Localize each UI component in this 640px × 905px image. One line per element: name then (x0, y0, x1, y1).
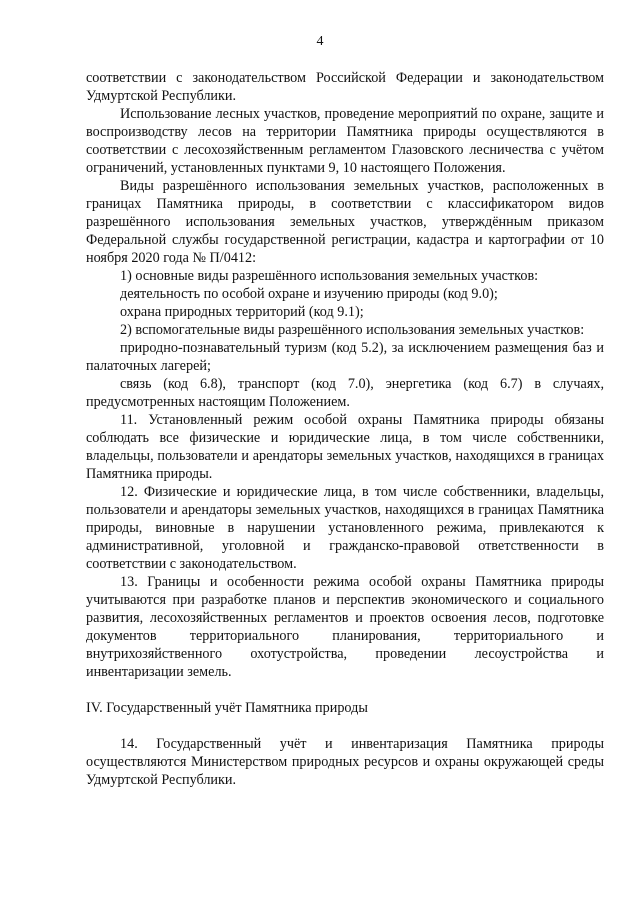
paragraph-item-11: 11. Установленный режим особой охраны Памятника природы обязаны соблюдать все физические и юридические лица, в том числе собственники, владельцы, пользователи и арендаторы земельных участков, находящихся в границах Памятника природы. (86, 412, 604, 482)
paragraph-item-13: 13. Границы и особенности режима особой охраны Памятника природы учитываются при разработке планов и перспектив экономического и социального развития, лесохозяйственных регламентов и проектов освоения лесов, подготовке документов территориального планирования, территориального и внутрихозяйственного охотустройства, проведении лесоустройства и инвентаризации земель. (86, 574, 604, 680)
paragraph-forest-use: Использование лесных участков, проведение мероприятий по охране, защите и воспроизводству лесов на территории Памятника природы осуществляются в соответствии с лесохозяйственным регламентом Глазовского лесничества с учётом ограничений, установленных пунктами 9, 10 настоящего Положения. (86, 106, 604, 176)
list-item-main-types: 1) основные виды разрешённого использования земельных участков: (120, 268, 539, 284)
paragraph-item-14: 14. Государственный учёт и инвентаризация Памятника природы осуществляются Министерством природных ресурсов и охраны окружающей среды Удмуртской Республики. (86, 736, 604, 788)
list-item-nature-protection: деятельность по особой охране и изучению природы (код 9.0); (120, 286, 498, 302)
list-item-tourism: природно-познавательный туризм (код 5.2), за исключением размещения баз и палаточных лагерей; (86, 340, 604, 374)
paragraph-item-12: 12. Физические и юридические лица, в том числе собственники, владельцы, пользователи и арендаторы земельных участков, находящихся в границах Памятника природы, виновные в нарушении установленного режима, привлекаются к административной, уголовной и гражданско-правовой ответственности в соответствии с законодательством. (86, 484, 604, 572)
page-number: 4 (316, 34, 324, 49)
paragraph-continuation: соответствии с законодательством Российской Федерации и законодательством Удмуртской Республики. (86, 70, 604, 104)
list-item-auxiliary-types: 2) вспомогательные виды разрешённого использования земельных участков: (120, 322, 585, 338)
paragraph-land-use-types: Виды разрешённого использования земельных участков, расположенных в границах Памятника природы, в соответствии с классификатором видов разрешённого использования земельных участков, утверждённым приказом Федеральной службы государственной регистрации, кадастра и картографии от 10 ноября 2020 года № П/0412: (86, 178, 604, 266)
list-item-infrastructure: связь (код 6.8), транспорт (код 7.0), энергетика (код 6.7) в случаях, предусмотренных настоящим Положением. (86, 376, 604, 410)
section-heading: IV. Государственный учёт Памятника природы (86, 700, 368, 716)
list-item-territory-protection: охрана природных территорий (код 9.1); (120, 304, 364, 320)
document-body (86, 69, 604, 789)
